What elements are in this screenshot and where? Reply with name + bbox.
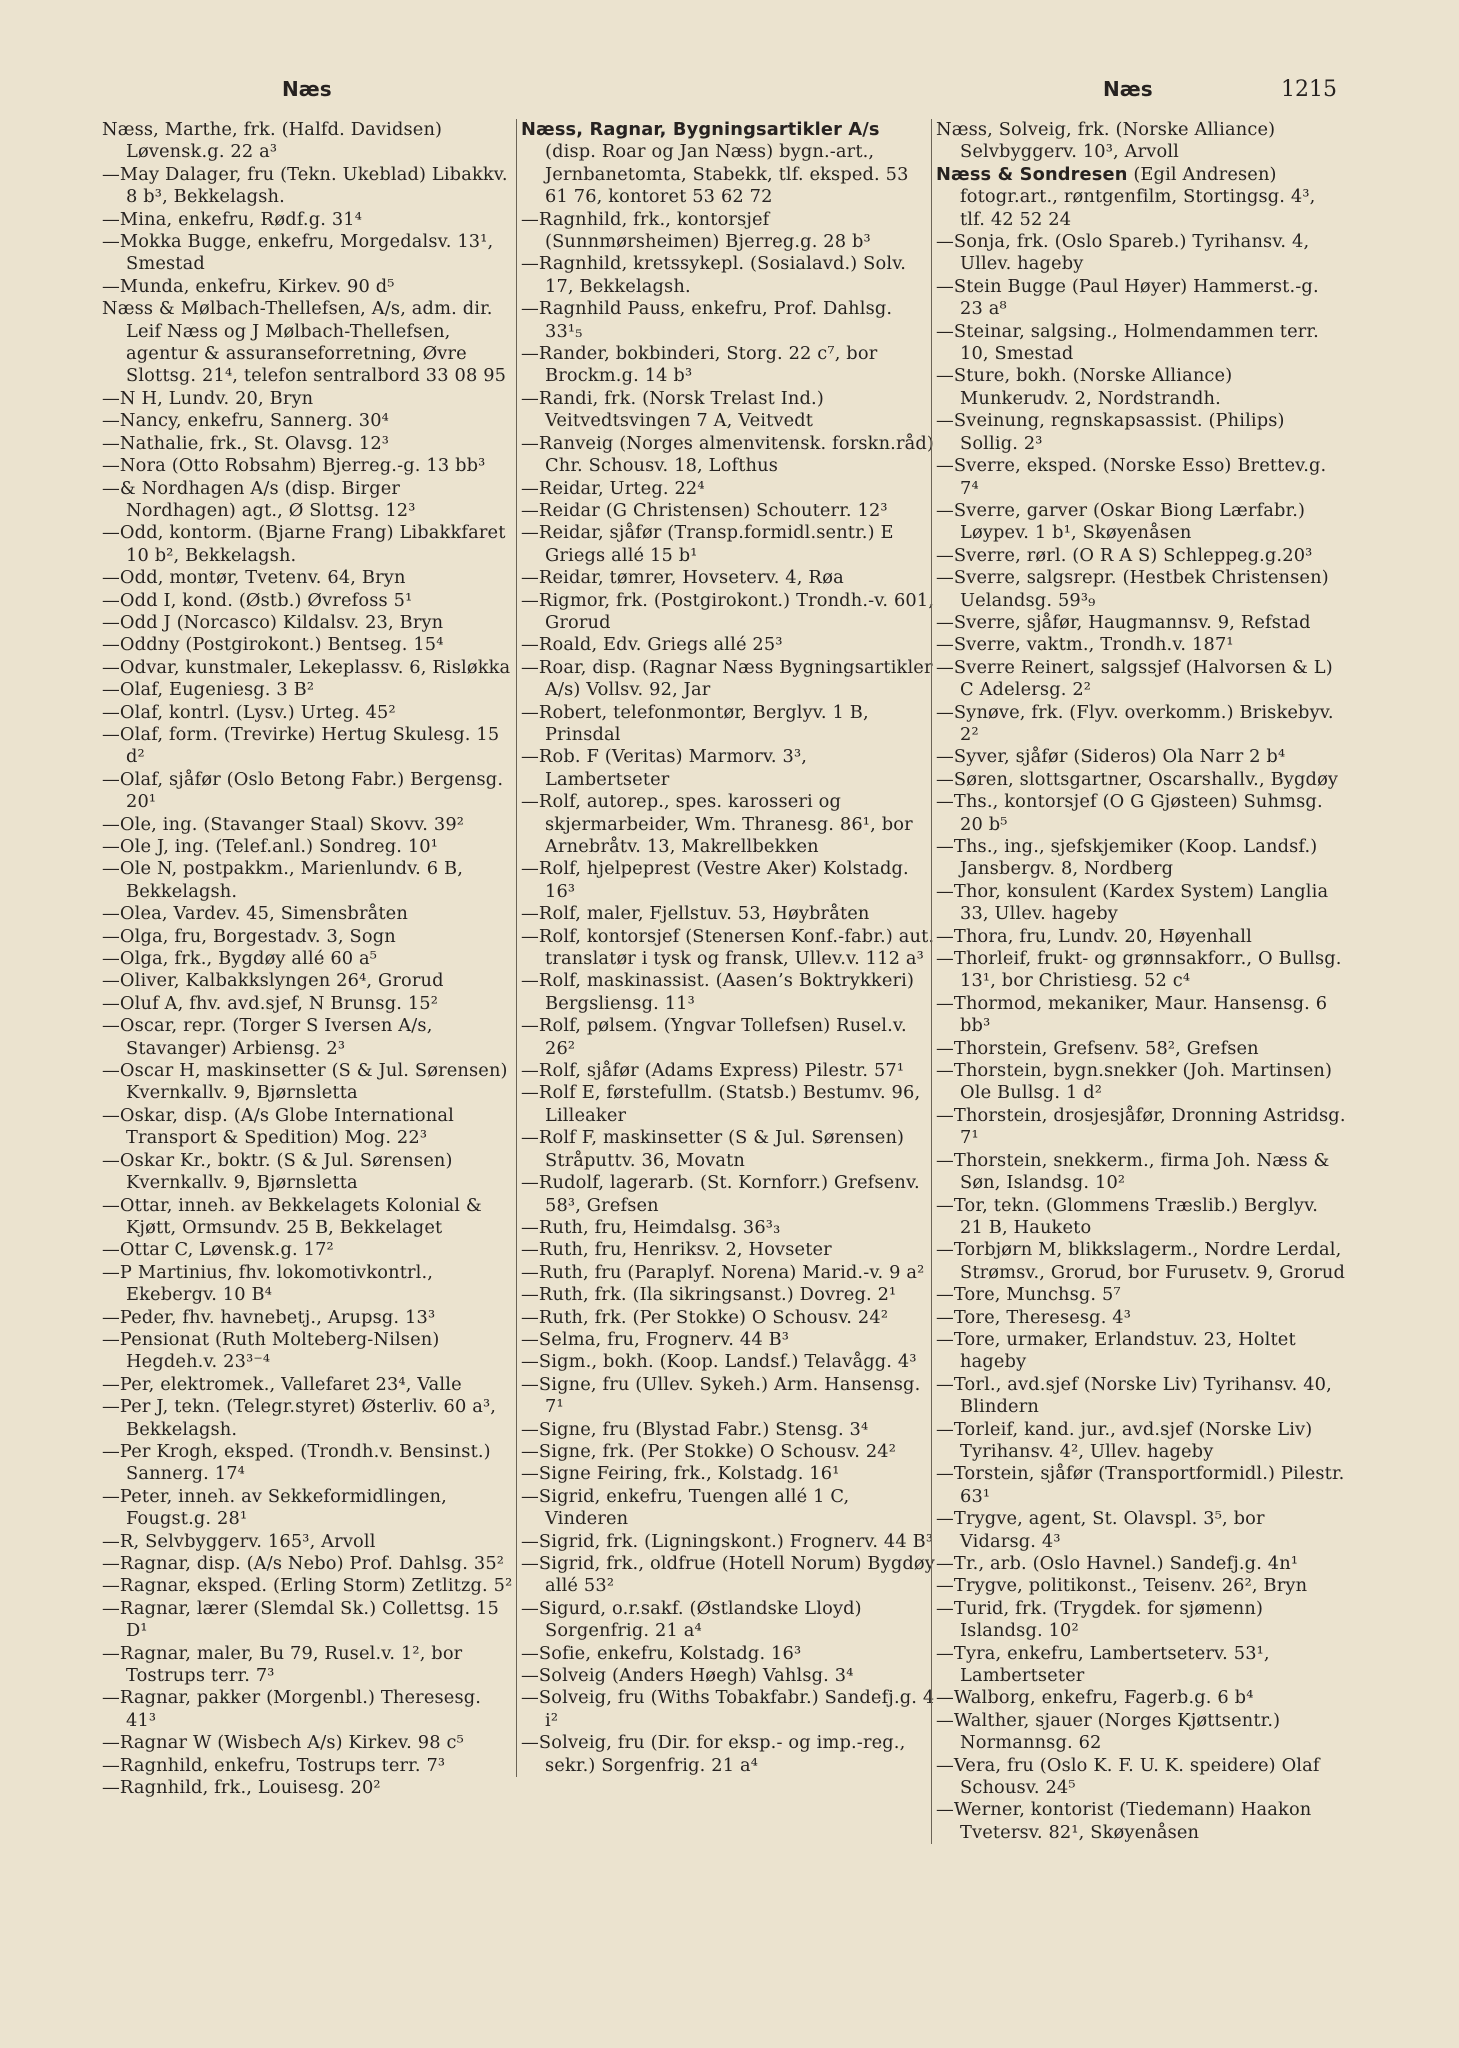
directory-entry: —Mina, enkefru, Rødf.g. 31⁴ — [102, 208, 363, 230]
directory-entry: —Rolf, hjelpeprest (Vestre Aker) Kolstadg. 16³ — [521, 858, 909, 902]
directory-entry: —Rigmor, frk. (Postgirokont.) Trondh.-v. 601, Grorud — [521, 589, 935, 633]
directory-entry: —Søren, slottsgartner, Oscarshallv., Bygdøy — [936, 768, 1339, 790]
directory-entry: —Rolf, maler, Fjellstuv. 53, Høybråten — [521, 903, 870, 925]
running-head-right: Næs — [1103, 77, 1153, 101]
directory-entry: —Sverre, garver (Oskar Biong Lærfabr.) Løypev. 1 b¹, Skøyenåsen — [936, 499, 1306, 544]
directory-entry: —Ragnar, maler, Bu 79, Rusel.v. 1², bor Tostrups terr. 7³ — [102, 1642, 463, 1687]
directory-entry: —Pensionat (Ruth Molteberg-Nilsen) Hegdeh.v. 23³⁻⁴ — [102, 1328, 440, 1373]
directory-entry: —Olaf, sjåfør (Oslo Betong Fabr.) Bergensg. 20¹ — [102, 768, 504, 813]
directory-entry: —Oddny (Postgirokont.) Bentseg. 15⁴ — [102, 634, 444, 656]
directory-entry: —Ole N, postpakkm., Marienlundv. 6 B, Bekkelagsh. — [102, 858, 464, 902]
directory-entry: —Reidar, Urteg. 22⁴ — [521, 477, 705, 499]
directory-entry: —Odd, montør, Tvetenv. 64, Bryn — [102, 567, 406, 589]
directory-entry: —Sigrid, enkefru, Tuengen allé 1 C, Vinderen — [521, 1485, 850, 1530]
directory-entry: —Ottar C, Løvensk.g. 17² — [102, 1239, 334, 1261]
directory-entry: —Tore, urmaker, Erlandstuv. 23, Holtet hageby — [936, 1328, 1296, 1373]
directory-entry: —Nora (Otto Robsahm) Bjerreg.-g. 13 bb³ — [102, 455, 486, 477]
directory-entry: —Ragnar, disp. (A/s Nebo) Prof. Dahlsg. 35² — [102, 1553, 505, 1574]
directory-entry: —Sonja, frk. (Oslo Spareb.) Tyrihansv. 4, Ullev. hageby — [936, 231, 1310, 275]
directory-entry: —Ole, ing. (Stavanger Staal) Skovv. 39² — [102, 813, 465, 835]
directory-entry: —Synøve, frk. (Flyv. overkomm.) Briskebyv. 2² — [936, 701, 1334, 745]
directory-entry: —Stein Bugge (Paul Høyer) Hammerst.-g. 23 a⁸ — [936, 275, 1319, 320]
directory-entry: —Torbjørn M, blikkslagerm., Nordre Lerdal, Strømsv., Grorud, bor Furusetv. 9, Grorud — [936, 1239, 1345, 1283]
directory-entry: —Mokka Bugge, enkefru, Morgedalsv. 13¹, Smestad — [102, 231, 494, 275]
directory-entry: —Ragnhild, frk., Louisesg. 20² — [102, 1777, 381, 1799]
directory-entry: —Rander, bokbinderi, Storg. 22 c⁷, bor Brockm.g. 14 b³ — [521, 343, 878, 387]
directory-entry: —Ragnar, pakker (Morgenbl.) Theresesg. 41³ — [102, 1687, 482, 1731]
directory-entry: —Olaf, kontrl. (Lysv.) Urteg. 45² — [102, 701, 396, 723]
directory-entry: —Peter, inneh. av Sekkeformidlingen, Fougst.g. 28¹ — [102, 1485, 447, 1530]
directory-entry: —Ragnar, lærer (Slemdal Sk.) Collettsg. 15 D¹ — [102, 1597, 499, 1642]
directory-entry: Næss, Marthe, frk. (Halfd. Davidsen) Løvensk.g. 22 a³ — [102, 119, 443, 163]
directory-entry: —Robert, telefonmontør, Berglyv. 1 B, Prinsdal — [521, 701, 869, 745]
directory-entry: —Oscar H, maskinsetter (S & Jul. Sørensen) Kvernkallv. 9, Bjørnsletta — [102, 1060, 508, 1104]
directory-entry: —Thorleif, frukt- og grønnsakforr., O Bullsg. 13¹, bor Christiesg. 52 c⁴ — [936, 948, 1342, 992]
directory-entry: —Oscar, repr. (Torger S Iversen A/s, Stavanger) Arbiensg. 2³ — [102, 1015, 433, 1059]
directory-entry: —Turid, frk. (Trygdek. for sjømenn) Islandsg. 10² — [936, 1597, 1264, 1642]
column-3 — [931, 119, 1346, 1844]
directory-entry: Næss & Sondresen (Egil Andresen) fotogr.art., røntgenfilm, Stortingsg. 4³, tlf. 42 52 24 — [936, 163, 1316, 230]
directory-entry: —Sverre, salgsrepr. (Hestbek Christensen) Uelandsg. 59³₉ — [936, 567, 1329, 611]
directory-entry: —Roar, disp. (Ragnar Næss Bygningsartikler A/s) Vollsv. 92, Jar — [521, 656, 933, 701]
directory-entry: —Trygve, agent, St. Olavspl. 3⁵, bor Vidarsg. 4³ — [936, 1508, 1265, 1552]
directory-entry: —Rolf, pølsem. (Yngvar Tollefsen) Rusel.v. 26² — [521, 1015, 907, 1059]
directory-entry: —Per J, tekn. (Telegr.styret) Østerliv. 60 a³, Bekkelagsh. — [102, 1396, 497, 1440]
directory-entry: —Thorstein, bygn.snekker (Joh. Martinsen) Ole Bullsg. 1 d² — [936, 1060, 1333, 1104]
directory-entry: —R, Selvbyggerv. 165³, Arvoll — [102, 1530, 376, 1552]
directory-entry: —Ruth, fru, Heimdalsg. 36³₃ — [521, 1216, 781, 1238]
directory-entry: —Ragnhild, enkefru, Tostrups terr. 7³ — [102, 1754, 446, 1776]
directory-entry: —Ths., ing., sjefskjemiker (Koop. Landsf.) Jansbergv. 8, Nordberg — [936, 836, 1318, 880]
directory-entry: —Thor, konsulent (Kardex System) Langlia 33, Ullev. hageby — [936, 880, 1329, 925]
directory-entry: —Syver, sjåfør (Sideros) Ola Narr 2 b⁴ — [936, 746, 1286, 768]
directory-entry: —Rolf, kontorsjef (Stenersen Konf.-fabr.) aut. translatør i tysk og fransk, Ullev.v. 112 a³ — [521, 925, 935, 970]
directory-entry: —Sigrid, frk., oldfrue (Hotell Norum) Bygdøy allé 53² — [521, 1553, 935, 1597]
directory-entry: —Ruth, fru (Paraplyf. Norena) Marid.-v. 9 a² — [521, 1261, 925, 1283]
directory-entry: —Odd J (Norcasco) Kildalsv. 23, Bryn — [102, 611, 444, 633]
directory-entry: —Steinar, salgsing., Holmendammen terr. 10, Smestad — [936, 320, 1319, 365]
directory-entry: —Sverre, vaktm., Trondh.v. 187¹ — [936, 634, 1234, 656]
directory-entry: —Sverre, sjåfør, Haugmannsv. 9, Refstad — [936, 611, 1311, 633]
directory-entry: —Olga, frk., Bygdøy allé 60 a⁵ — [102, 948, 378, 970]
directory-entry: —Werner, kontorist (Tiedemann) Haakon Tvetersv. 82¹, Skøyenåsen — [936, 1799, 1312, 1843]
directory-entry: —Torl., avd.sjef (Norske Liv) Tyrihansv. 40, Blindern — [936, 1373, 1332, 1418]
directory-entry: —Trygve, politikonst., Teisenv. 26², Bryn — [936, 1575, 1308, 1597]
directory-entry: —Torleif, kand. jur., avd.sjef (Norske Liv) Tyrihansv. 4², Ullev. hageby — [936, 1418, 1313, 1462]
column-1 — [102, 119, 514, 1799]
directory-entry: —N H, Lundv. 20, Bryn — [102, 387, 314, 409]
directory-entry: —& Nordhagen A/s (disp. Birger Nordhagen) agt., Ø Slottsg. 12³ — [102, 477, 416, 521]
directory-entry: —Olaf, Eugeniesg. 3 B² — [102, 679, 315, 701]
directory-entry: —Ragnhild, frk., kontorsjef (Sunnmørsheimen) Bjerreg.g. 28 b³ — [521, 208, 871, 253]
directory-entry: —Signe, fru (Ullev. Sykeh.) Arm. Hansensg. 7¹ — [521, 1373, 921, 1418]
directory-entry: —Sofie, enkefru, Kolstadg. 16³ — [521, 1642, 802, 1664]
directory-entry: —Olea, Vardev. 45, Simensbråten — [102, 903, 408, 925]
directory-entry: —Torstein, sjåfør (Transportformidl.) Pilestr. 63¹ — [936, 1463, 1345, 1507]
page-number: 1215 — [1281, 77, 1337, 102]
directory-entry: —Tor, tekn. (Glommens Træslib.) Berglyv. 21 B, Hauketo — [936, 1194, 1319, 1238]
directory-entry: —Thorstein, snekkerm., firma Joh. Næss & Søn, Islandsg. 10² — [936, 1149, 1330, 1194]
directory-entry: —Per, elektromek., Vallefaret 23⁴, Valle — [102, 1373, 462, 1395]
directory-entry: —Signe Feiring, frk., Kolstadg. 16¹ — [521, 1463, 840, 1485]
directory-entry: —Sverre, eksped. (Norske Esso) Brettev.g. 7⁴ — [936, 455, 1327, 499]
directory-entry: —Sigurd, o.r.sakf. (Østlandske Lloyd) Sorgenfrig. 21 a⁴ — [521, 1597, 862, 1642]
directory-entry: —Per Krogh, eksped. (Trondh.v. Bensinst.) Sannerg. 17⁴ — [102, 1440, 491, 1485]
directory-entry: —Ottar, inneh. av Bekkelagets Kolonial & Kjøtt, Ormsundv. 25 B, Bekkelaget — [102, 1194, 482, 1238]
directory-entry: —Ragnar W (Wisbech A/s) Kirkev. 98 c⁵ — [102, 1732, 464, 1754]
directory-entry: —Tore, Theresesg. 4³ — [936, 1306, 1132, 1328]
directory-entry: —Oskar, disp. (A/s Globe International Transport & Spedition) Mog. 22³ — [102, 1104, 454, 1149]
directory-entry: —Tr., arb. (Oslo Havnel.) Sandefj.g. 4n¹ — [936, 1553, 1299, 1574]
directory-entry: —Solveig, fru (Withs Tobakfabr.) Sandefj.g. 4 i² — [521, 1687, 935, 1731]
directory-entry: —Tore, Munchsg. 5⁷ — [936, 1284, 1121, 1306]
directory-entry: —Odvar, kunstmaler, Lekeplassv. 6, Risløkka — [102, 656, 511, 678]
directory-entry: —Vera, fru (Oslo K. F. U. K. speidere) Olaf Schousv. 24⁵ — [936, 1754, 1320, 1799]
directory-entry: —Oliver, Kalbakkslyngen 26⁴, Grorud — [102, 970, 444, 992]
directory-entry: —Ruth, fru, Henriksv. 2, Hovseter — [521, 1239, 832, 1261]
directory-entry: —Thorstein, Grefsenv. 58², Grefsen — [936, 1037, 1259, 1059]
directory-entry: —Signe, fru (Blystad Fabr.) Stensg. 3⁴ — [521, 1418, 869, 1440]
directory-entry: —Thora, fru, Lundv. 20, Høyenhall — [936, 925, 1252, 947]
directory-entry: —Ragnar, eksped. (Erling Storm) Zetlitzg. 5² — [102, 1575, 513, 1597]
directory-entry: —Rolf E, førstefullm. (Statsb.) Bestumv. 96, Lilleaker — [521, 1082, 921, 1126]
directory-entry: —Sigrid, frk. (Ligningskont.) Frognerv. 44 B³ — [521, 1530, 934, 1552]
column-2 — [516, 119, 935, 1777]
directory-entry: —Rolf, autorep., spes. karosseri og skjermarbeider, Wm. Thranesg. 86¹, bor Arnebråtv. 13, Makrellbekken — [521, 791, 913, 857]
directory-entry: —Sture, bokh. (Norske Alliance) Munkerudv. 2, Nordstrandh. — [936, 365, 1233, 409]
directory-entry: Næss, Solveig, frk. (Norske Alliance) Selvbyggerv. 10³, Arvoll — [936, 119, 1276, 163]
directory-entry: —Walther, sjauer (Norges Kjøttsentr.) Normannsg. 62 — [936, 1709, 1281, 1754]
directory-entry: —Reidar, tømrer, Hovseterv. 4, Røa — [521, 567, 844, 589]
directory-entry: —Ruth, frk. (Ila sikringsanst.) Dovreg. 2¹ — [521, 1284, 897, 1306]
directory-entry: —P Martinius, fhv. lokomotivkontrl., Ekebergv. 10 B⁴ — [102, 1261, 434, 1306]
directory-entry: —Roald, Edv. Griegs allé 25³ — [521, 634, 783, 656]
directory-entry: —Sveinung, regnskapsassist. (Philips) Sollig. 2³ — [936, 410, 1285, 454]
directory-entry: —Odd I, kond. (Østb.) Øvrefoss 5¹ — [102, 589, 413, 611]
directory-entry: —Peder, fhv. havnebetj., Arupsg. 13³ — [102, 1306, 436, 1328]
directory-entry: —Ragnhild, kretssykepl. (Sosialavd.) Solv. 17, Bekkelagsh. — [521, 253, 907, 297]
directory-entry: —Ragnhild Pauss, enkefru, Prof. Dahlsg. 33¹₅ — [521, 298, 893, 342]
directory-entry: —Sverre Reinert, salgssjef (Halvorsen & L) C Adelersg. 2² — [936, 656, 1333, 701]
directory-entry: —Signe, frk. (Per Stokke) O Schousv. 24² — [521, 1440, 897, 1462]
directory-entry: —Selma, fru, Frognerv. 44 B³ — [521, 1328, 790, 1350]
directory-entry: —Nancy, enkefru, Sannerg. 30⁴ — [102, 410, 389, 432]
directory-entry: —Rolf, sjåfør (Adams Express) Pilestr. 57¹ — [521, 1060, 905, 1082]
directory-entry: —Reidar (G Christensen) Schouterr. 12³ — [521, 499, 888, 521]
directory-entry: Næss & Mølbach-Thellefsen, A/s, adm. dir. Leif Næss og J Mølbach-Thellefsen, agentur & assuranseforretning, Øvre Slottsg. 21⁴, telefon sentralbord 33 08 95 — [102, 298, 507, 387]
directory-entry: —May Dalager, fru (Tekn. Ukeblad) Libakkv. 8 b³, Bekkelagsh. — [102, 163, 508, 208]
running-head-left: Næs — [282, 77, 332, 101]
directory-entry: —Randi, frk. (Norsk Trelast Ind.) Veitvedtsvingen 7 A, Veitvedt — [521, 387, 824, 432]
directory-entry: —Sverre, rørl. (O R A S) Schleppeg.g.20³ — [936, 544, 1313, 566]
directory-entry: —Olga, fru, Borgestadv. 3, Sogn — [102, 925, 396, 947]
directory-entry: —Olaf, form. (Trevirke) Hertug Skulesg. 15 d² — [102, 723, 500, 768]
directory-entry: —Solveig, fru (Dir. for eksp.- og imp.-reg., sekr.) Sorgenfrig. 21 a⁴ — [521, 1732, 906, 1776]
directory-entry: —Thormod, mekaniker, Maur. Hansensg. 6 bb³ — [936, 992, 1328, 1037]
directory-entry: —Ths., kontorsjef (O G Gjøsteen) Suhmsg. 20 b⁵ — [936, 791, 1323, 835]
directory-entry: —Oluf A, fhv. avd.sjef, N Brunsg. 15² — [102, 992, 439, 1014]
directory-entry: —Solveig (Anders Høegh) Vahlsg. 3⁴ — [521, 1665, 854, 1687]
directory-entry: —Ruth, frk. (Per Stokke) O Schousv. 24² — [521, 1306, 889, 1328]
directory-entry: —Munda, enkefru, Kirkev. 90 d⁵ — [102, 275, 395, 297]
directory-entry: —Walborg, enkefru, Fagerb.g. 6 b⁴ — [936, 1687, 1254, 1709]
directory-entry: —Rudolf, lagerarb. (St. Kornforr.) Grefsenv. 58³, Grefsen — [521, 1172, 920, 1216]
directory-entry: —Ranveig (Norges almenvitensk. forskn.råd) Chr. Schousv. 18, Lofthus — [521, 432, 934, 477]
directory-entry: —Ole J, ing. (Telef.anl.) Sondreg. 10¹ — [102, 836, 439, 857]
directory-entry: Næss, Ragnar, Bygningsartikler A/s (disp. Roar og Jan Næss) bygn.-art., Jernbanetomta, Stabekk, tlf. eksped. 53 61 76, kontoret 53 62 72 — [521, 119, 909, 208]
directory-entry: —Tyra, enkefru, Lambertseterv. 53¹, Lambertseter — [936, 1642, 1270, 1687]
directory-entry: —Rolf, maskinassist. (Aasen’s Boktrykkeri) Bergsliensg. 11³ — [521, 970, 915, 1014]
directory-entry: —Sigm., bokh. (Koop. Landsf.) Telavågg. 4³ — [521, 1351, 917, 1373]
directory-entry: —Thorstein, drosjesjåfør, Dronning Astridsg. 7¹ — [936, 1104, 1346, 1149]
directory-entry: —Reidar, sjåfør (Transp.formidl.sentr.) E Griegs allé 15 b¹ — [521, 522, 894, 566]
directory-entry: —Oskar Kr., boktr. (S & Jul. Sørensen) Kvernkallv. 9, Bjørnsletta — [102, 1149, 453, 1194]
directory-entry: —Rob. F (Veritas) Marmorv. 3³, Lambertseter — [521, 746, 808, 790]
directory-entry: —Nathalie, frk., St. Olavsg. 12³ — [102, 432, 390, 454]
directory-entry: —Odd, kontorm. (Bjarne Frang) Libakkfaret 10 b², Bekkelagsh. — [102, 522, 506, 566]
directory-entry: —Rolf F, maskinsetter (S & Jul. Sørensen) Stråputtv. 36, Movatn — [521, 1127, 905, 1171]
